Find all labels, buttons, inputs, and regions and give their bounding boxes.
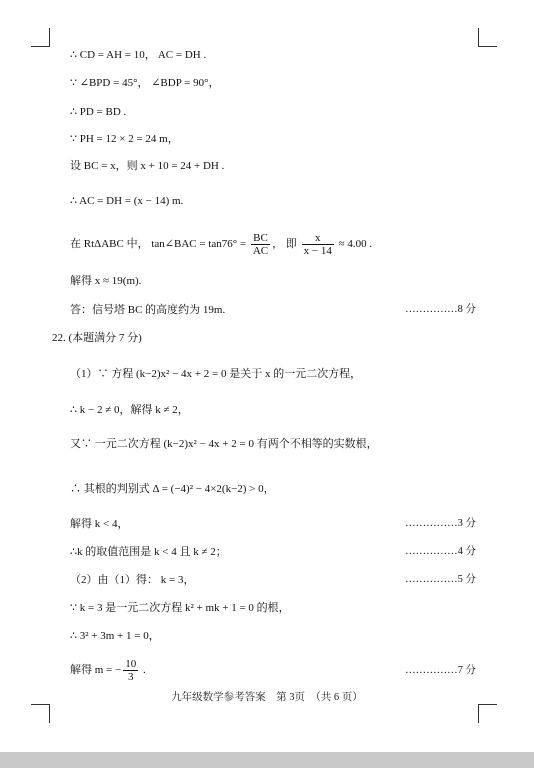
tan-text-1: 在 RtΔABC 中， tan∠BAC = tan76° = (70, 238, 249, 251)
crop-mark-top-right (478, 28, 497, 47)
viewer-bottom-strip (0, 752, 534, 768)
step-two-roots: 又∵ 一元二次方程 (k−2)x² − 4x + 2 = 0 有两个不相等的实数根， (70, 438, 378, 450)
score-5: ……………5 分 (405, 574, 476, 585)
step-k-less-4: 解得 k < 4， (70, 518, 129, 530)
answer-line: 答：信号塔 BC 的高度约为 19m. (70, 304, 226, 316)
step-solve-m (70, 658, 146, 683)
fraction-numerator: BC (253, 232, 268, 244)
step-discriminant: ∴ 其根的判别式 Δ = (−4)² − 4×2(k−2) > 0， (70, 483, 275, 495)
crop-mark-bottom-right (478, 704, 497, 723)
step-cd-ah: ∴ CD = AH = 10， AC = DH . (70, 49, 207, 61)
fraction-numerator: 10 (125, 658, 137, 670)
step-pd-bd: ∴ PD = BD . (70, 106, 127, 118)
fraction-bc-over-ac (251, 232, 270, 257)
step-solve-x: 解得 x ≈ 19(m). (70, 275, 142, 287)
step-set-bc: 设 BC = x，则 x + 10 = 24 + DH . (70, 160, 225, 172)
fraction-denominator: AC (252, 245, 269, 257)
crop-mark-bottom-left (31, 704, 50, 723)
fraction-numerator: x (315, 232, 321, 244)
step-angles: ∵ ∠BPD = 45°， ∠BDP = 90°， (70, 77, 220, 89)
score-8: ……………8 分 (405, 304, 476, 315)
step-ph: ∵ PH = 12 × 2 = 24 m， (70, 133, 179, 145)
step-ac-dh: ∴ AC = DH = (x − 14) m. (70, 195, 184, 207)
fraction-10-over-3 (123, 658, 138, 683)
tan-text-2: ， 即 (272, 238, 300, 251)
part-1-equation: （1）∵ 方程 (k−2)x² − 4x + 2 = 0 是关于 x 的一元二次方程， (70, 368, 362, 380)
solve-m-text: 解得 m = − (70, 664, 122, 677)
fraction-denominator: 3 (123, 670, 138, 683)
question-22-heading: 22. (本题满分 7 分) (52, 332, 142, 344)
step-k-range: ∴k 的取值范围是 k < 4 且 k ≠ 2； (70, 546, 227, 558)
score-3: ……………3 分 (405, 518, 476, 529)
page-footer: 九年级数学参考答案 第 3页 （共 6 页） (171, 692, 363, 703)
step-tan (70, 232, 372, 257)
solve-m-end: . (140, 664, 146, 677)
score-7: ……………7 分 (405, 665, 476, 676)
step-3-squared: ∴ 3² + 3m + 1 = 0， (70, 630, 160, 642)
part-2-k-3: （2）由（1）得： k = 3， (70, 574, 195, 586)
step-k-not-2: ∴ k − 2 ≠ 0，解得 k ≠ 2， (70, 404, 189, 416)
fraction-x-over-x-minus-14 (302, 232, 334, 257)
tan-text-3: ≈ 4.00 . (335, 238, 373, 251)
step-root-k3: ∵ k = 3 是一元二次方程 k² + mk + 1 = 0 的根， (70, 602, 290, 614)
score-4: ……………4 分 (405, 546, 476, 557)
crop-mark-top-left (31, 28, 50, 47)
fraction-denominator: x − 14 (303, 245, 332, 257)
